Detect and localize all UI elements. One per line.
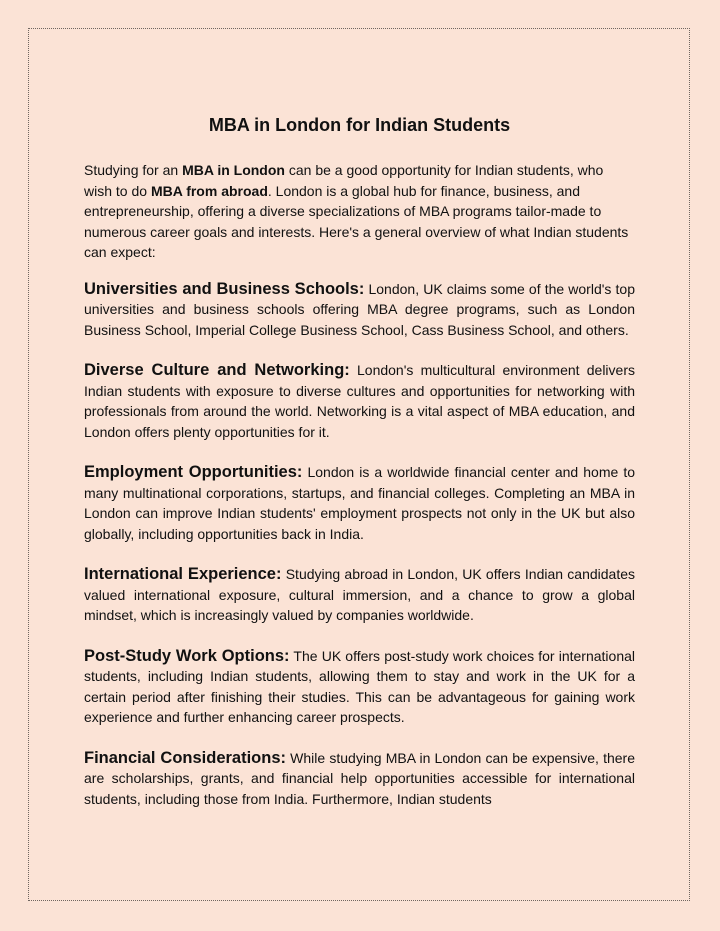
document-title: MBA in London for Indian Students (208, 115, 511, 135)
mba-in-london-link: MBA in London (182, 162, 285, 178)
section-heading: Employment Opportunities: (84, 463, 303, 481)
section-heading: Diverse Culture and Networking: (84, 361, 350, 379)
section-text: London is a worldwide financial center and home to many multinational corporations, startups, and financial colleges. Completing an MBA in London can improve Indian students' employment prospects not only in the UK but also globally, including opportunities back in India. (84, 464, 635, 542)
section-post-study (84, 646, 635, 728)
mba-from-abroad-link: MBA from abroad (150, 182, 268, 199)
section-heading: Post-Study Work Options: (84, 646, 290, 665)
section-heading: Universities and Business Schools: (84, 279, 365, 298)
section-financial (84, 748, 635, 810)
section-heading: Financial Considerations: (84, 748, 286, 767)
section-text: Studying abroad in London, UK offers Indian candidates valued international exposure, cultural immersion, and a chance to grow a global mindset, which is increasingly valued by companies worldwide. (84, 566, 635, 623)
section-heading: International Experience: (84, 565, 282, 583)
section-text: The UK offers post-study work choices for international students, including Indian students, allowing them to stay and work in the UK for a certain period after finishing their studies. This can be advantageous for gaining work experience and further enhancing career prospects. (84, 647, 635, 725)
section-culture (84, 360, 635, 442)
section-text: London's multicultural environment delivers Indian students with exposure to diverse cultures and opportunities for networking with professionals from around the world. Networking is a vital aspect of MBA education, and London offers plenty opportunities for it. (84, 362, 635, 440)
section-text: London, UK claims some of the world's top universities and business schools offering MBA degree programs, such as London Business School, Imperial College Business School, Cass Business School, and others. (84, 280, 635, 338)
section-employment (84, 462, 635, 544)
section-universities (84, 279, 635, 341)
document-body (84, 112, 635, 829)
intro-text-2: can be a good opportunity for Indian students, who wish to do (84, 162, 604, 199)
section-international (84, 564, 635, 626)
section-text: While studying MBA in London can be expensive, there are scholarships, grants, and financial help opportunities accessible for international students, including those from India. Furthermore, Indian students (84, 749, 635, 807)
intro-text-3: . London is a global hub for finance, business, and entrepreneurship, offering a diverse specializations of MBA programs tailor-made to numerous career goals and interests. Here's a general overview of what Indian students can expect: (84, 182, 629, 260)
intro-text-1: Studying for an (84, 162, 183, 178)
intro-paragraph (84, 160, 635, 263)
